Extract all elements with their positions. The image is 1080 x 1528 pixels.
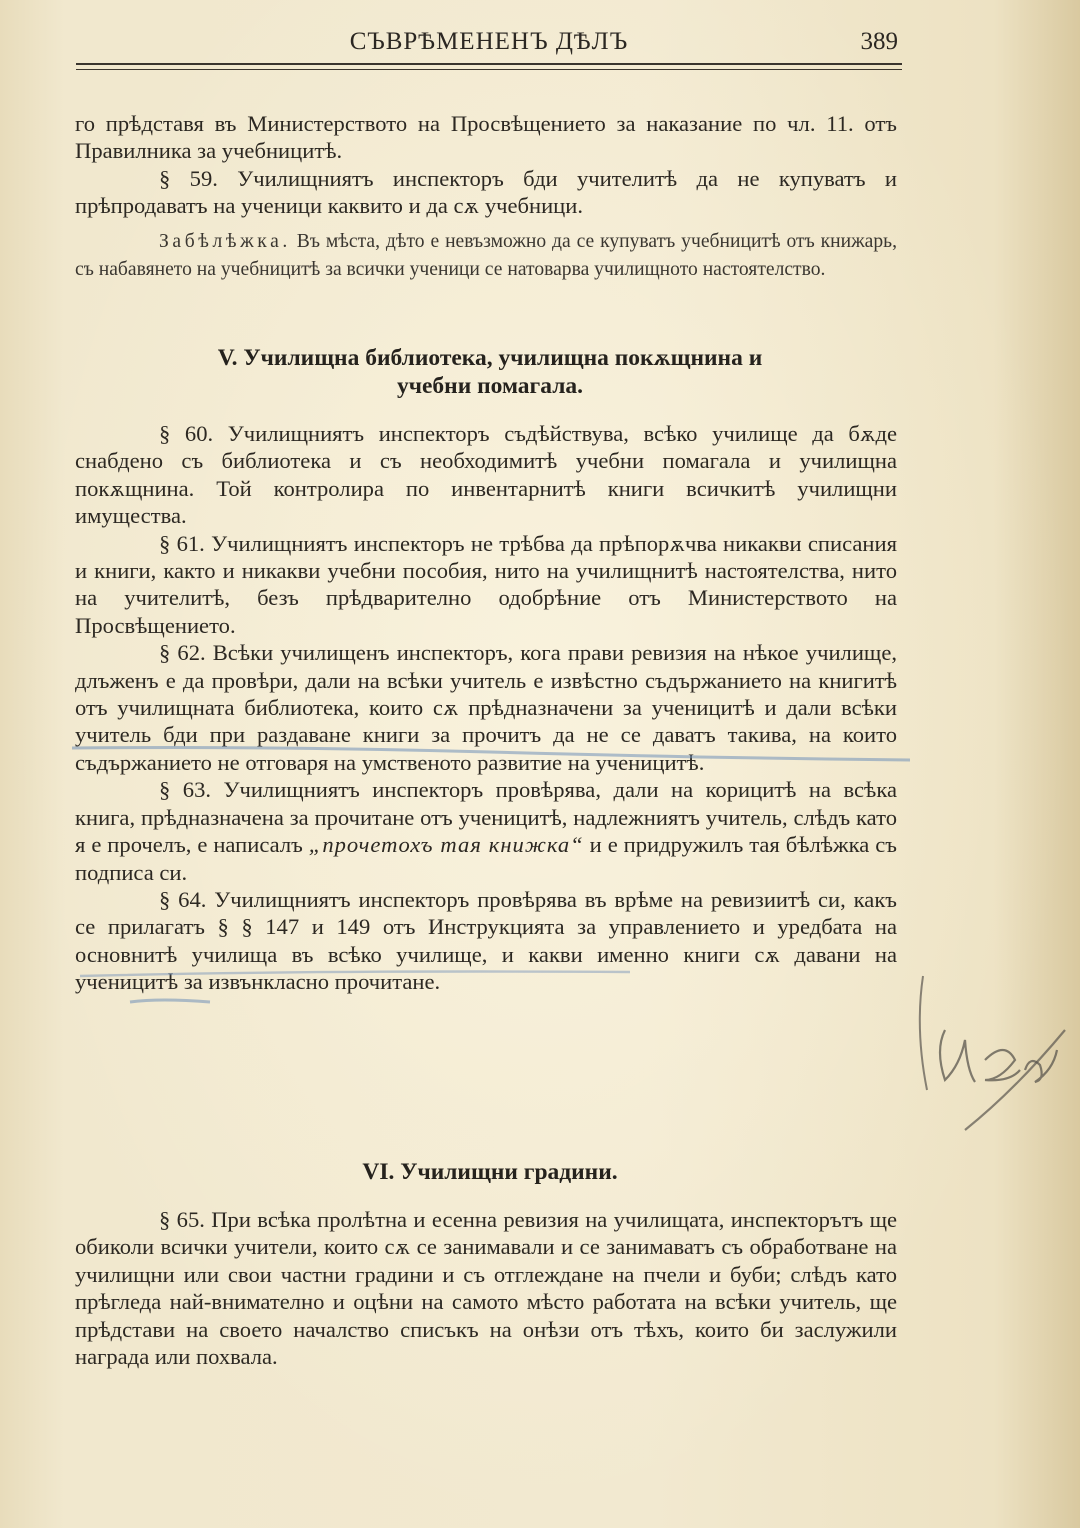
page-number: 389 (860, 28, 898, 55)
text-block-section-6 (75, 1206, 897, 1370)
paragraph-61: § 61. Училищниятъ инспекторъ не трѣбва да прѣпорѫчва никакви списания и книги, както и никакви учебни пособия, нито на училищнитѣ настоятелства, нито на учителитѣ, безъ прѣдварително одобрѣние отъ Министерството на Просвѣщението. (75, 530, 897, 638)
paragraph-65: § 65. При всѣка пролѣтна и есенна ревизия на училищата, инспекторътъ ще обиколи всички учители, които сѫ се занимавали и се занимаватъ съ обработване на училищни или свои частни градини и съ отглеждане на пчели и буби; слѣдъ като прѣгледа най-внимателно и оцѣни на самото мѣсто работата на всѣки учитель, ще прѣдстави на своето началство списъкъ на онѣзи отъ тѣхъ, които би заслужили награда или похвала. (75, 1207, 897, 1370)
page-header (76, 18, 902, 58)
paragraph-64: § 64. Училищниятъ инспекторъ провѣрява въ врѣме на ревизиитѣ си, какъ се прилагатъ § § 147 и 149 отъ Инструкцията за управлението и уредбата на основнитѣ училища въ всѣко училище, и какви именно книги сѫ давани на ученицитѣ за извънкласно прочитане. (75, 886, 897, 995)
text-block-top (75, 110, 897, 220)
paragraph-60: § 60. Училищниятъ инспекторъ съдѣйствува, всѣко училище да бѫде снабдено съ библиотека и съ необходимитѣ учебни помагала и училищна покѫщнина. Той контролира по инвентарнитѣ книги всичкитѣ училищни имущества. (75, 421, 897, 529)
margin-pencil-annotation (905, 970, 1075, 1150)
note-label: Забѣлѣжка. (159, 231, 291, 252)
paragraph-63-end: и е придружилъ тая бѣлѣжка съ подписа си. (75, 832, 897, 885)
note-block (75, 228, 897, 284)
header-rule (76, 63, 902, 65)
paragraph-62: § 62. Всѣки училищенъ инспекторъ, кога прави ревизия на нѣкое училище, длъженъ е да провѣри, дали на всѣки учитель е извѣстно съдържанието на книгитѣ отъ училищната библиотека, които сѫ прѣдназначени за ученицитѣ и дали всѣки учитель бди при раздаване книги за прочитъ да не се даватъ такива, на които съдържанието не отговаря на умственото развитие на ученицитѣ. (75, 640, 897, 775)
paragraph-63-start: § 63. Училищниятъ инспекторъ провѣрява, дали на корицитѣ на всѣка книга, прѣдназначена за прочитане отъ ученицитѣ, надлежниятъ учитель, слѣдъ като я е прочелъ, е написалъ (75, 777, 897, 858)
paragraph-63-quote: „прочетохъ тая книжка“ (308, 832, 584, 858)
paragraph-continuation: го прѣдставя въ Министерството на Просвѣщението за наказание по чл. 11. отъ Правилника за учебницитѣ. (75, 111, 897, 164)
section-5-heading-line1: V. Училищна библиотека, училищна покѫщнина и (217, 345, 763, 371)
blue-pencil-underlines (70, 740, 910, 1010)
header-rule-thin (76, 69, 902, 70)
section-6-heading: VI. Училищни градини. (362, 1159, 618, 1185)
section-5-heading-line2: учебни помагала. (396, 373, 583, 399)
paragraph-59: § 59. Училищниятъ инспекторъ бди учителитѣ да не купуватъ и прѣпродаватъ на ученици каквито и да сѫ учебници. (75, 165, 897, 219)
note-text: Въ мѣста, дѣто е невъзможно да се купуватъ учебницитѣ отъ книжарь, съ набавянето на учебницитѣ за всички ученици се натоварва училищното настоятелство. (75, 231, 897, 280)
running-title: СЪВРѢМЕНЕНЪ ДѢЛЪ (349, 28, 629, 55)
section-5-heading (90, 344, 890, 400)
